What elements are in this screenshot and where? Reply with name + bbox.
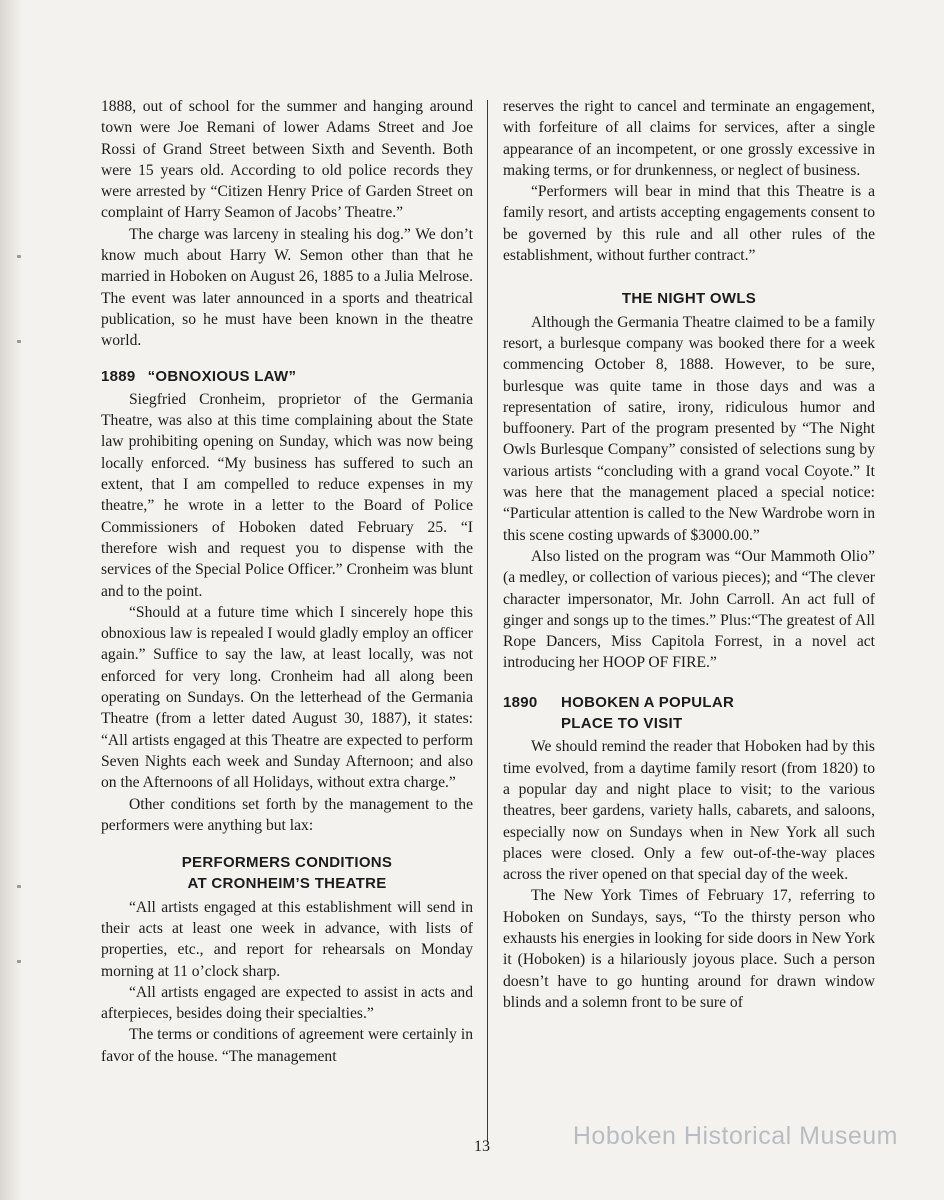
page-number: 13 xyxy=(474,1138,490,1155)
page-binding-shadow xyxy=(0,0,22,1200)
paragraph: 1888, out of school for the summer and hanging around town were Joe Remani of lower Adams Street and Joe Rossi of Grand Street between Sixth and Seventh. Both were 15 years old. According to old police records they were arrested by “Citizen Henry Price of Garden Street on complaint of Harry Seamon of Jacobs’ Theatre.” xyxy=(101,98,473,222)
left-column xyxy=(101,96,473,1067)
heading-line: AT CRONHEIM’S THEATRE xyxy=(187,875,387,893)
paragraph: “All artists engaged are expected to assist in acts and afterpieces, besides doing their specialties.” xyxy=(101,983,473,1023)
binding-mark xyxy=(17,340,21,343)
paragraph: “All artists engaged at this establishment will send in their acts at least one week in advance, with lists of properties, etc., and report for rehearsals on Monday morning at 11 o’clock sharp. xyxy=(101,898,473,980)
paragraph: Although the Germania Theatre claimed to be a family resort, a burlesque company was booked there for a week commencing October 8, 1888. However, to be sure, burlesque was quite tame in those days and was a representation of satire, irony, ridiculous humor and buffoonery. Part of the program presented by “The Night Owls Burlesque Company” consisted of selections sung by various artists “concluding with a grand vocal Coyote.” It was here that the management placed a special notice: “Particular attention is called to the New Wardrobe worn in this scene costing upwards of $3000.00.” xyxy=(503,313,875,544)
paragraph: “Should at a future time which I sincerely hope this obnoxious law is repealed I would gladly employ an officer again.” Suffice to say the law, at least locally, was not enforced for very long. Cronheim had all along been operating on Sundays. On the letterhead of the Germania Theatre (from a letter dated August 30, 1887), it states: “All artists engaged at this Theatre are expected to perform Seven Nights each week and Sunday Afternoon; and also on the Afternoons of all Holidays, without extra charge.” xyxy=(101,603,473,792)
heading-year: 1890 xyxy=(503,693,538,711)
column-divider xyxy=(487,100,488,1142)
heading-year: 1889 xyxy=(101,367,136,385)
right-column xyxy=(503,96,875,1013)
heading-title: “OBNOXIOUS LAW” xyxy=(147,367,297,385)
section-heading-hoboken-popular xyxy=(503,692,875,735)
paragraph: The charge was larceny in stealing his dog.” We don’t know much about Harry W. Semon other than that he married in Hoboken on August 26, 1885 to a Julia Melrose. The event was later announced in a sports and theatrical publication, so he must have been known in the theatre world. xyxy=(101,225,473,350)
binding-mark xyxy=(17,960,21,963)
paragraph: We should remind the reader that Hoboken had by this time evolved, from a daytime family resort (from 1820) to a popular day and night place to visit; to the various theatres, beer gardens, variety halls, cabarets, and saloons, especially now on Sundays when in New York all such places were closed. Only a few out-of-the-way places across the river opened on that special day of the week. xyxy=(503,738,875,884)
paragraph: Other conditions set forth by the management to the performers were anything but lax: xyxy=(101,795,473,834)
section-heading-performers-conditions xyxy=(101,852,473,895)
paragraph: The New York Times of February 17, referring to Hoboken on Sundays, says, “To the thirsty person who exhausts his energies in looking for side doors in New York it (Hoboken) is a hilariously joyous place. Such a person doesn’t have to go hunting around for drawn window blinds and a solemn front to be sure of xyxy=(503,887,875,1011)
heading-line: PLACE TO VISIT xyxy=(561,715,683,733)
section-heading-obnoxious-law xyxy=(101,366,473,387)
paragraph: Siegfried Cronheim, proprietor of the Germania Theatre, was also at this time complaining about the State law prohibiting opening on Sunday, which was now being locally enforced. “My business has suffered to such an extent, that I am compelled to reduce expenses in my theatre,” he wrote in a letter to the Board of Police Commissioners of Hoboken dated February 25. “I therefore wish and request you to dispense with the services of the Special Police Officer.” Cronheim was blunt and to the point. xyxy=(101,390,473,600)
paragraph: The terms or conditions of agreement were certainly in favor of the house. “The management xyxy=(101,1026,473,1065)
paragraph: Also listed on the program was “Our Mammoth Olio” (a medley, or collection of various pieces); and “The clever character impersonator, Mr. John Carroll. An act full of ginger and songs up to the times.” Plus:“The greatest of All Rope Dancers, Miss Capitola Forrest, in a novel act introducing her HOOP OF FIRE.” xyxy=(503,547,875,672)
museum-watermark: Hoboken Historical Museum xyxy=(572,1122,898,1150)
heading-line: HOBOKEN A POPULAR xyxy=(561,693,735,711)
binding-mark xyxy=(17,255,21,258)
section-heading-night-owls: THE NIGHT OWLS xyxy=(621,290,757,308)
heading-line: PERFORMERS CONDITIONS xyxy=(181,854,393,872)
paragraph: “Performers will bear in mind that this Theatre is a family resort, and artists accepting engagements consent to be governed by this rule and all other rules of the establishment, without further contract.” xyxy=(503,183,875,265)
binding-mark xyxy=(17,885,21,888)
paragraph: reserves the right to cancel and terminate an engagement, with forfeiture of all claims for services, after a single appearance of an incompetent, or one grossly excessive in making terms, or for drunkenness, or neglect of business. xyxy=(503,98,875,179)
